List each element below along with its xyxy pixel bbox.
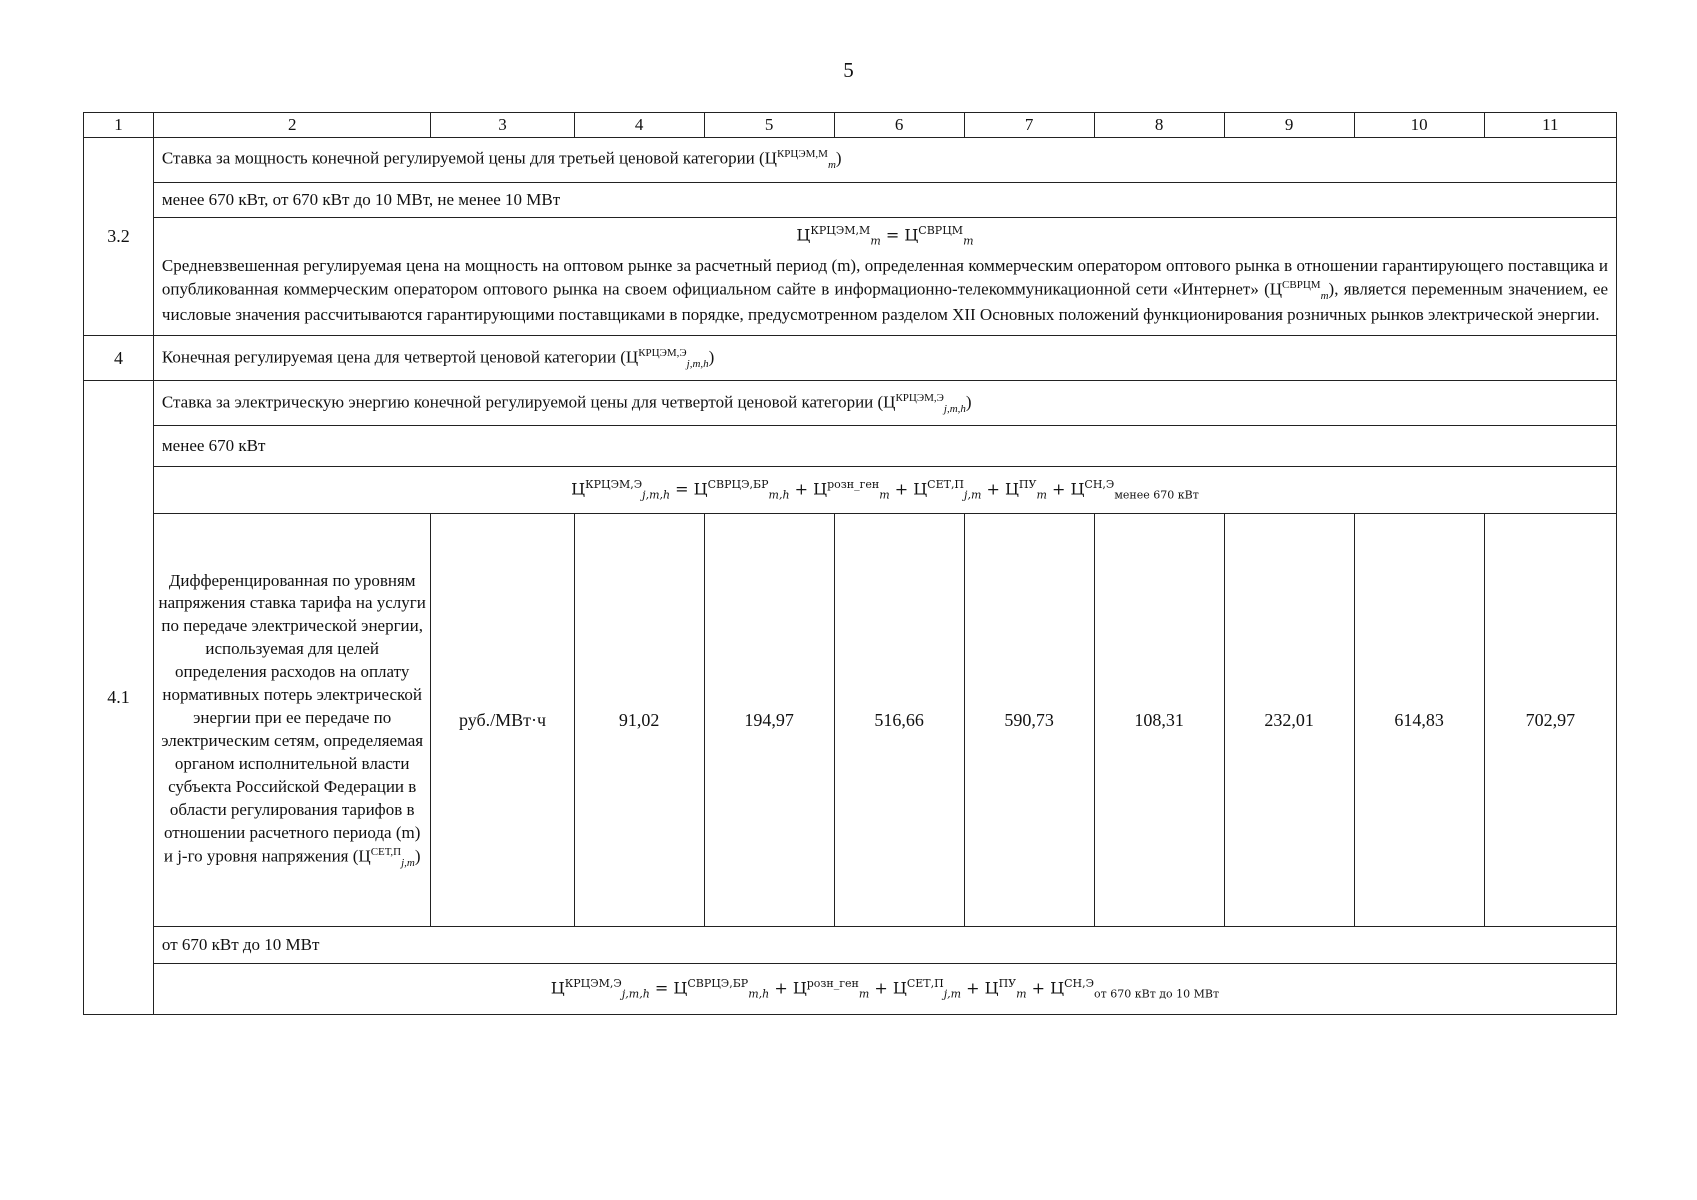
column-number-row	[84, 113, 1617, 138]
section-3-2-subtitle: менее 670 кВт, от 670 кВт до 10 МВт, не менее 10 МВт	[153, 183, 1616, 218]
section-4-1-subtitle-1: менее 670 кВт	[153, 426, 1616, 467]
section-4-1-formula-1-row	[84, 467, 1617, 514]
col-header: 8	[1094, 113, 1224, 138]
col-header: 9	[1224, 113, 1354, 138]
section-4-1-data-row	[84, 514, 1617, 927]
section-3-2-paragraph: Средневзвешенная регулируемая цена на мощность на оптовом рынке за расчетный период (m), определенная коммерческим оператором оптового рынка в отношении гарантирующего поставщика и опубликованная коммерческим оператором оптового рынка на своем официальном сайте в информационно-телекоммуникационной сети «Интернет» $(Ц^{СВРЦМ}_m)$, является переменным значением, ее числовые значения рассчитываются гарантирующими поставщиками в порядке, предусмотренном разделом XII Основных положений функционирования розничных рынков электрической энергии.	[161, 256, 1608, 325]
col-header: 11	[1484, 113, 1616, 138]
value-cell: 91,02	[574, 514, 704, 927]
section-4-1-subtitle-2-row	[84, 927, 1617, 964]
section-4-title: Конечная регулируемая цена для четвертой ценовой категории $(Ц^{КРЦЭМ,Э}_{j,m,h})$	[153, 336, 1616, 381]
section-3-2-title-row	[84, 138, 1617, 183]
page-number: 5	[843, 58, 854, 82]
section-4-row	[84, 336, 1617, 381]
value-cell: 516,66	[834, 514, 964, 927]
tariff-table	[83, 112, 1617, 1015]
value-cell: 194,97	[704, 514, 834, 927]
col-header: 2	[153, 113, 431, 138]
value-cell: 232,01	[1224, 514, 1354, 927]
section-4-1-formula-1: $Ц^{КРЦЭМ,Э}_{j,m,h} = Ц^{СВРЦЭ,БР}_{m,h} + Ц^{розн\_ген}_m + Ц^{СЕТ,П}_{j,m} + Ц^{ПУ}_m + Ц^{СН,Э}_{менее 670 кВт}$	[153, 467, 1616, 514]
section-3-2-subtitle-row	[84, 183, 1617, 218]
value-cell: 108,31	[1094, 514, 1224, 927]
section-3-2-formula: $Ц^{КРЦЭМ,М}_m = Ц^{СВРЦМ}_m$	[796, 224, 974, 248]
col-header: 4	[574, 113, 704, 138]
section-4-1-title: Ставка за электрическую энергию конечной регулируемой цены для четвертой ценовой категории $(Ц^{КРЦЭМ,Э}_{j,m,h})$	[153, 381, 1616, 426]
section-4-1-formula-2-row	[84, 964, 1617, 1015]
value-cell: 590,73	[964, 514, 1094, 927]
col-header: 1	[84, 113, 154, 138]
section-4-1-formula-2: $Ц^{КРЦЭМ,Э}_{j,m,h} = Ц^{СВРЦЭ,БР}_{m,h} + Ц^{розн\_ген}_m + Ц^{СЕТ,П}_{j,m} + Ц^{ПУ}_m + Ц^{СН,Э}_{от 670 кВт до 10 МВт}$	[153, 964, 1616, 1015]
section-4-1-subtitle-1-row	[84, 426, 1617, 467]
col-header: 10	[1354, 113, 1484, 138]
col-header: 6	[834, 113, 964, 138]
col-header: 5	[704, 113, 834, 138]
section-4-1-title-row	[84, 381, 1617, 426]
col-header: 3	[431, 113, 574, 138]
value-cell: 614,83	[1354, 514, 1484, 927]
row-number-4-1: 4.1	[84, 381, 154, 1015]
row-number-3-2: 3.2	[84, 138, 154, 336]
section-3-2-body	[153, 218, 1616, 336]
row-number-4: 4	[84, 336, 154, 381]
section-3-2-title: Ставка за мощность конечной регулируемой цены для третьей ценовой категории $(Ц^{КРЦЭМ,М}_m)$	[153, 138, 1616, 183]
unit-cell: руб./МВт·ч	[431, 514, 574, 927]
section-3-2-body-row	[84, 218, 1617, 336]
col-header: 7	[964, 113, 1094, 138]
value-cell: 702,97	[1484, 514, 1616, 927]
section-4-1-subtitle-2: от 670 кВт до 10 МВт	[153, 927, 1616, 964]
rate-description: Дифференцированная по уровням напряжения ставка тарифа на услуги по передаче электрической энергии, используемая для целей определения расходов на оплату нормативных потерь электрической энергии при ее передаче по электрическим сетям, определяемая органом исполнительной власти субъекта Российской Федерации в области регулирования тарифов в отношении расчетного периода (m) и j-го уровня напряжения $(Ц^{СЕТ,П}_{j,m})$	[153, 514, 431, 927]
